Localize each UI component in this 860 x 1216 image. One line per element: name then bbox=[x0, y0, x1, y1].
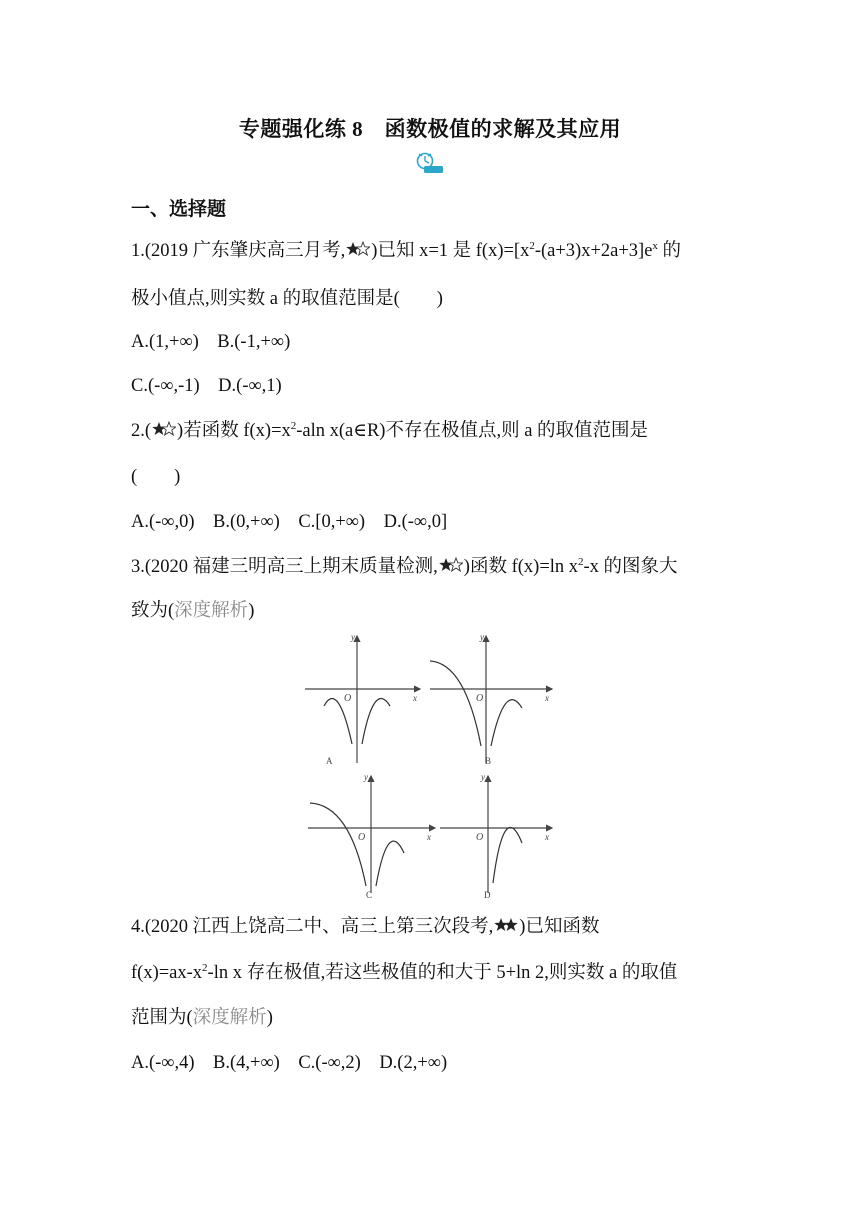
deep-analysis-link[interactable]: 深度解析 bbox=[174, 601, 249, 621]
q1-line1: 1.(2019 广东肇庆高三月考, )已知 x=1 是 $f(x)=[x^2-(a+3)x+2a+3]e^x$ 的 bbox=[131, 240, 682, 261]
graph-b-label: B bbox=[485, 756, 492, 766]
q4-options: A.(-∞,4) B.(4,+∞) C.(-∞,2) D.(2,+∞) bbox=[131, 1053, 448, 1073]
y-axis-label-a: y bbox=[351, 632, 355, 642]
q2-options: A.(-∞,0) B.(0,+∞) C.[0,+∞) D.(-∞,0] bbox=[131, 512, 448, 532]
origin-label-a: O bbox=[344, 693, 352, 704]
timer-icon bbox=[414, 152, 444, 174]
q1-line2: 极小值点,则实数 a 的取值范围是( ) bbox=[131, 289, 443, 309]
q4-line3: 范围为(深度解析) bbox=[131, 1008, 273, 1028]
origin-label-d: O bbox=[476, 832, 484, 843]
graph-d[interactable] bbox=[440, 772, 552, 900]
deep-analysis-link[interactable]: 深度解析 bbox=[192, 1008, 267, 1028]
q1-options-row1: A.(1,+∞) B.(-1,+∞) bbox=[131, 332, 291, 352]
graph-d-label: D bbox=[484, 890, 491, 900]
y-axis-label-c: y bbox=[364, 772, 368, 782]
difficulty-stars-icon bbox=[439, 557, 463, 573]
q3-graph-options bbox=[300, 628, 562, 903]
q2-line1: 2.( )若函数 $f(x)=x^2$-aln x(a∈R)不存在极值点,则 a 的取值范围是 bbox=[131, 420, 649, 441]
x-axis-label-d: x bbox=[545, 832, 549, 842]
x-axis-label-c: x bbox=[427, 832, 431, 842]
x-axis-label-b: x bbox=[545, 693, 549, 703]
origin-label-c: O bbox=[358, 832, 366, 843]
difficulty-stars-icon bbox=[152, 421, 176, 437]
x-axis-label-a: x bbox=[413, 693, 417, 703]
graph-c[interactable] bbox=[308, 772, 435, 900]
page-title: 专题强化练 8 函数极值的求解及其应用 bbox=[238, 117, 622, 141]
q4-line2: $f(x)=ax-x^2-\ln$ x 存在极值,若这些极值的和大于 5+ln 2,则实数 a 的取值 bbox=[131, 962, 678, 983]
graph-b[interactable] bbox=[430, 632, 552, 766]
q2-line2: ( ) bbox=[131, 467, 181, 487]
graph-a[interactable] bbox=[305, 632, 420, 766]
section-heading: 一、选择题 bbox=[131, 199, 227, 220]
q4-line1: 4.(2020 江西上饶高二中、高三上第三次段考, )已知函数 bbox=[131, 917, 600, 937]
y-axis-label-d: y bbox=[481, 772, 485, 782]
graph-a-label: A bbox=[326, 756, 333, 766]
q3-line2: 致为(深度解析) bbox=[131, 601, 255, 621]
graph-c-label: C bbox=[366, 890, 373, 900]
difficulty-stars-icon bbox=[494, 917, 518, 933]
y-axis-label-b: y bbox=[480, 632, 484, 642]
q3-line1: 3.(2020 福建三明高三上期末质量检测, )函数 f(x)=ln $x^2-x$ 的图象大 bbox=[131, 556, 678, 577]
q1-options-row2: C.(-∞,-1) D.(-∞,1) bbox=[131, 376, 282, 396]
origin-label-b: O bbox=[476, 693, 484, 704]
difficulty-stars-icon bbox=[346, 241, 370, 257]
